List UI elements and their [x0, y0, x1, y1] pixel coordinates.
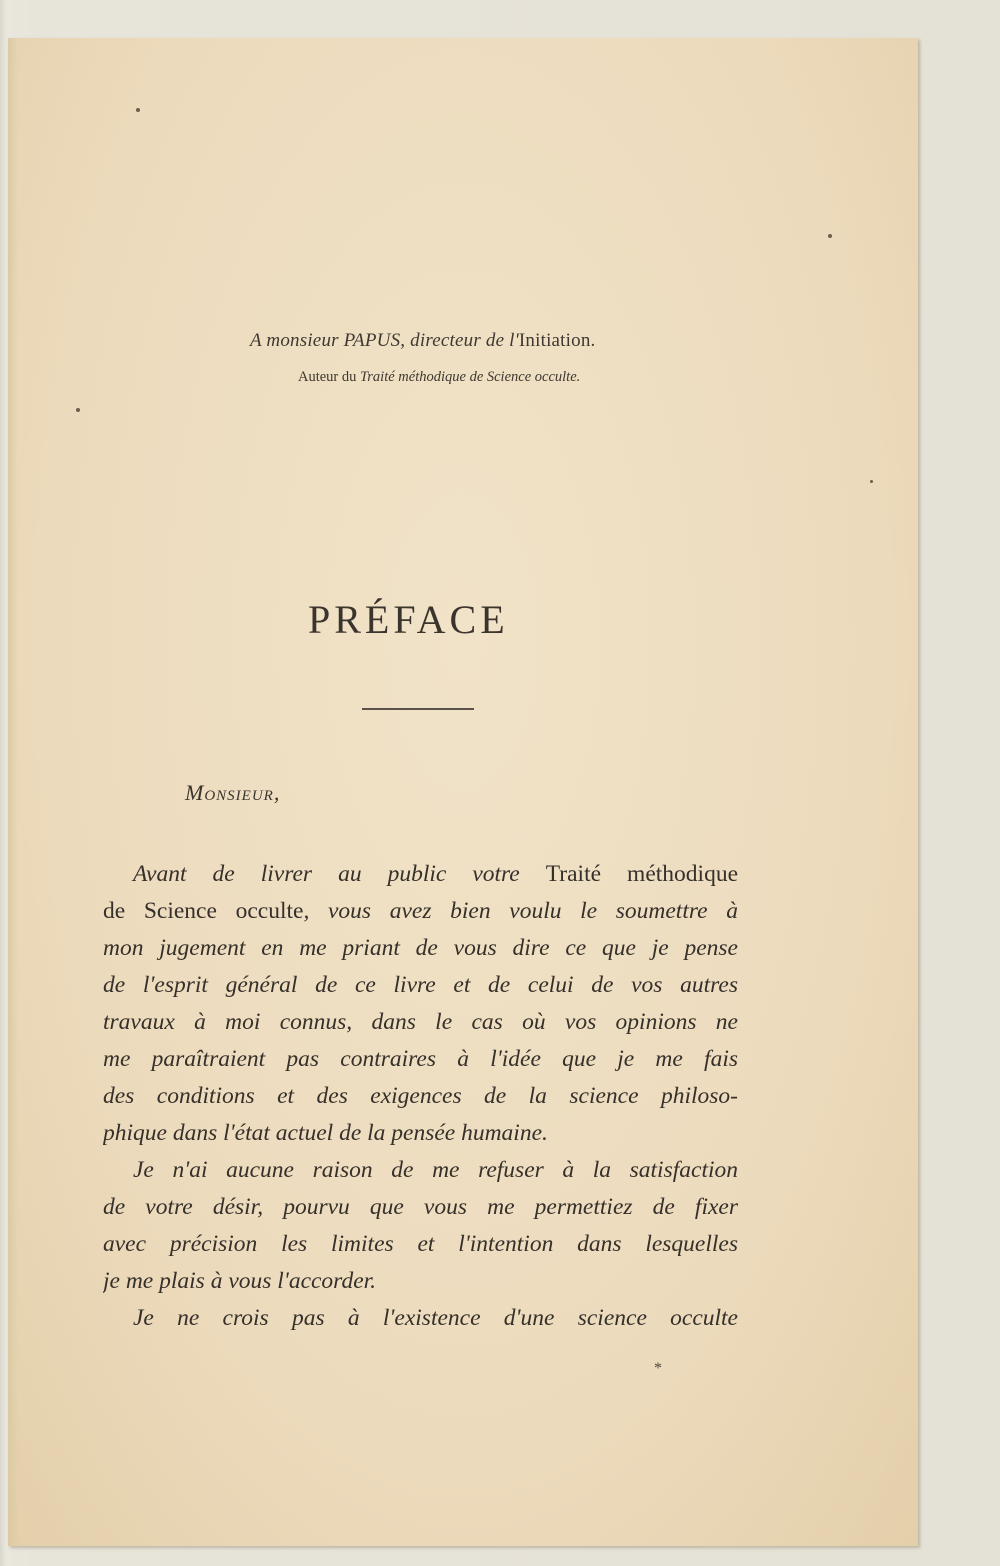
paper-speck — [136, 108, 140, 112]
body-line — [103, 1263, 738, 1300]
body-line-segment: Je n'ai aucune raison de me refuser à la satisfaction — [133, 1157, 738, 1183]
page-gutter-shadow — [8, 38, 18, 1546]
paper-speck — [76, 408, 80, 412]
page-title: PRÉFACE — [308, 597, 509, 642]
body-line — [103, 1078, 738, 1115]
body-line — [103, 930, 738, 967]
paper-speck — [870, 480, 873, 483]
body-line-segment: Je ne crois pas à l'existence d'une science occulte — [133, 1305, 738, 1331]
body-line — [103, 1226, 738, 1263]
body-line — [103, 1152, 738, 1189]
body-line — [103, 967, 738, 1004]
body-line — [103, 893, 738, 930]
dedication-book-title: Traité méthodique de Science occulte. — [360, 369, 581, 385]
body-line-segment: mon jugement en me priant de vous dire ce que je pense — [103, 935, 738, 961]
body-line — [103, 1041, 738, 1078]
body-line-segment: avec précision les limites et l'intention dans lesquelles — [103, 1231, 738, 1257]
body-line-segment: travaux à moi connus, dans le cas où vos opinions ne — [103, 1009, 738, 1035]
body-line — [103, 856, 738, 893]
body-line-segment: des conditions et des exigences de la science philoso- — [103, 1083, 738, 1109]
body-line-segment: Avant de livrer au public votre — [133, 861, 546, 887]
body-line — [103, 1004, 738, 1041]
paper-speck — [828, 234, 832, 238]
dedication-line-1 — [250, 330, 730, 352]
body-line-segment: , vous avez bien voulu le soumettre à — [303, 898, 738, 924]
body-line-segment: me paraîtraient pas contraires à l'idée que je me fais — [103, 1046, 738, 1072]
dedication-text: A monsieur PAPUS, directeur de l' — [250, 330, 519, 351]
body-line-segment: de votre désir, pourvu que vous me permettiez de fixer — [103, 1194, 738, 1220]
body-line — [103, 1300, 738, 1337]
dedication-author-text: Auteur du — [298, 369, 361, 385]
footer-mark: * — [654, 1360, 662, 1377]
body-line-segment: phique dans l'état actuel de la pensée humaine. — [103, 1120, 548, 1146]
body-line — [103, 1115, 738, 1152]
dedication-line-2 — [298, 369, 718, 386]
salutation: Monsieur, — [185, 780, 281, 805]
body-line-segment: de l'esprit général de ce livre et de celui de vos autres — [103, 972, 738, 998]
body-line — [103, 1189, 738, 1226]
dedication-journal-name: Initiation. — [518, 330, 596, 351]
body-line-segment: je me plais à vous l'accorder. — [103, 1268, 377, 1294]
title-rule — [362, 708, 474, 710]
body-line-segment: de Science occulte — [103, 898, 304, 924]
body-text — [103, 856, 738, 1337]
body-line-segment: Traité méthodique — [545, 861, 738, 887]
